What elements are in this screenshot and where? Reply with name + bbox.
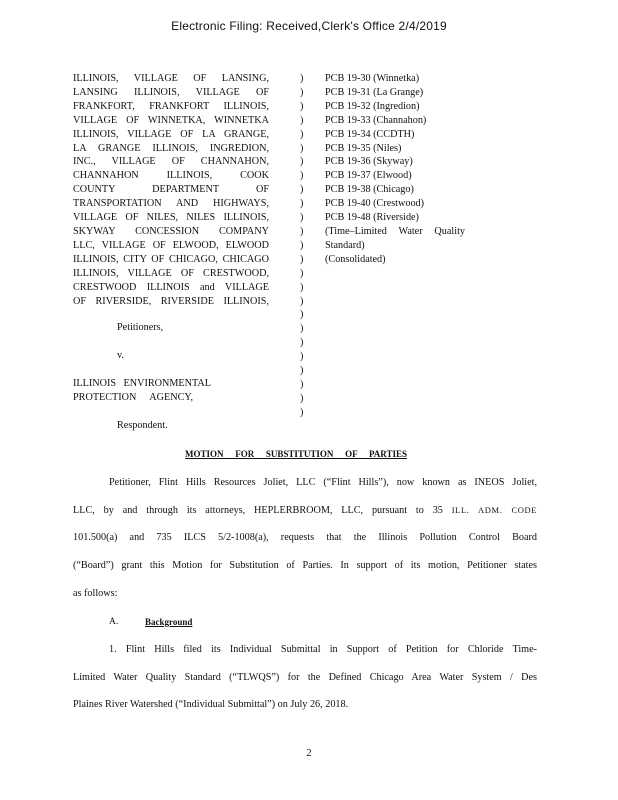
paragraph-line: Petitioner, Flint Hills Resources Joliet, LLC (“Flint Hills”), now known as INEOS Joliet, [109,477,537,488]
caption-parenthesis: ) [300,198,304,210]
caption-parenthesis: ) [300,253,304,265]
case-number: PCB 19-38 (Chicago) [325,184,414,196]
caption-line: CRESTWOOD ILLINOIS and VILLAGE [73,281,269,293]
caption-parenthesis: ) [300,142,304,154]
caption-parenthesis: ) [300,406,304,418]
caption-parenthesis: ) [300,225,304,237]
case-number: PCB 19-36 (Skyway) [325,156,413,168]
caption-line: SKYWAY CONCESSION COMPANY [73,225,269,237]
caption-parenthesis: ) [300,239,304,251]
petitioners-label: Petitioners, [117,322,164,333]
paragraph-line: Limited Water Quality Standard (“TLWQS”) for the Defined Chicago Area Water System / Des [73,671,537,683]
case-number: PCB 19-35 (Niles) [325,142,402,154]
caption-parties-left [73,72,269,308]
caption-parenthesis: ) [300,267,304,279]
paragraph-line-text: LLC, by and through its attorneys, HEPLERBROOM, LLC, pursuant to 35 [73,504,452,516]
caption-parenthesis: ) [300,365,304,377]
motion-title: MOTION FOR SUBSTITUTION OF PARTIES [185,449,407,459]
caption-line: ILLINOIS, VILLAGE OF LANSING, [73,73,269,84]
versus-label: v. [117,350,124,361]
caption-line: FRANKFORT, FRANKFORT ILLINOIS, [73,100,269,112]
caption-parenthesis: ) [300,184,304,196]
intro-paragraph [73,469,537,608]
paragraph-line: 1. Flint Hills filed its Individual Submittal in Support of Petition for Chloride Time- [109,644,537,655]
caption-line: LANSING ILLINOIS, VILLAGE OF [73,86,269,98]
caption-parenthesis: ) [300,86,304,98]
caption-parenthesis: ) [300,73,304,84]
caption-case-numbers [325,72,465,267]
caption-parenthesis: ) [300,309,304,321]
paragraph-line [73,497,537,525]
case-number: PCB 19-37 (Elwood) [325,170,412,182]
caption-line: OF RIVERSIDE, RIVERSIDE ILLINOIS, [73,295,269,307]
caption-line: ILLINOIS, VILLAGE OF CRESTWOOD, [73,267,269,279]
paragraph-1 [73,636,537,719]
caption-parenthesis: ) [300,100,304,112]
case-number: PCB 19-32 (Ingredion) [325,100,420,112]
case-number: PCB 19-40 (Crestwood) [325,198,425,210]
caption-parenthesis: ) [300,212,304,224]
case-type-line: (Time–Limited Water Quality [325,225,465,237]
caption-parenthesis: ) [300,170,304,182]
caption-parenthesis: ) [300,156,304,168]
paragraph-line: 101.500(a) and 735 ILCS 5/2-1008(a), requests that the Illinois Pollution Control Board [73,532,537,544]
caption-parenthesis: ) [300,114,304,126]
caption-parenthesis-column [300,72,310,420]
caption-line: TRANSPORTATION AND HIGHWAYS, [73,198,269,210]
section-heading-text: Background [145,617,193,627]
caption-line: ILLINOIS, VILLAGE OF LA GRANGE, [73,128,269,140]
caption-line: INC., VILLAGE OF CHANNAHON, [73,156,269,168]
case-number: PCB 19-33 (Channahon) [325,114,427,126]
caption-line: ILLINOIS, CITY OF CHICAGO, CHICAGO [73,253,269,265]
caption-line: LLC, VILLAGE OF ELWOOD, ELWOOD [73,239,269,251]
caption-parenthesis: ) [300,351,304,363]
case-type-standard: Standard) [325,239,365,251]
citation-smallcaps: ILL. ADM. CODE [451,504,537,515]
case-number: PCB 19-34 (CCDTH) [325,128,415,140]
paragraph-line: as follows: [73,587,118,599]
respondent-label: Respondent. [117,420,168,431]
caption-parenthesis: ) [300,323,304,335]
caption-line: COUNTY DEPARTMENT OF [73,184,269,196]
caption-parenthesis: ) [300,128,304,140]
filing-header: Electronic Filing: Received,Clerk's Office 2/4/2019 [171,19,447,33]
respondent-name-line1: ILLINOIS ENVIRONMENTAL [73,378,211,389]
case-number: PCB 19-30 (Winnetka) [325,73,420,84]
caption-parenthesis: ) [300,392,304,404]
paragraph-line: (“Board”) grant this Motion for Substitution of Parties. In support of its motion, Petitioner states [73,560,537,572]
case-number: PCB 19-48 (Riverside) [325,212,419,224]
case-consolidated: (Consolidated) [325,253,386,265]
caption-parenthesis: ) [300,337,304,349]
caption-line: VILLAGE OF NILES, NILES ILLINOIS, [73,212,269,224]
paragraph-line: Plaines River Watershed (“Individual Submittal”) on July 26, 2018. [73,699,349,711]
caption-parenthesis: ) [300,295,304,307]
caption-parenthesis: ) [300,378,304,390]
case-number: PCB 19-31 (La Grange) [325,86,424,98]
section-heading [145,617,212,627]
page-number: 2 [306,748,312,759]
section-letter: A. [109,617,119,627]
caption-line: CHANNAHON ILLINOIS, COOK [73,170,269,182]
caption-parenthesis: ) [300,281,304,293]
caption-line: VILLAGE OF WINNETKA, WINNETKA [73,114,269,126]
caption-line: LA GRANGE ILLINOIS, INGREDION, [73,142,269,154]
respondent-name-line2: PROTECTION AGENCY, [73,392,193,403]
